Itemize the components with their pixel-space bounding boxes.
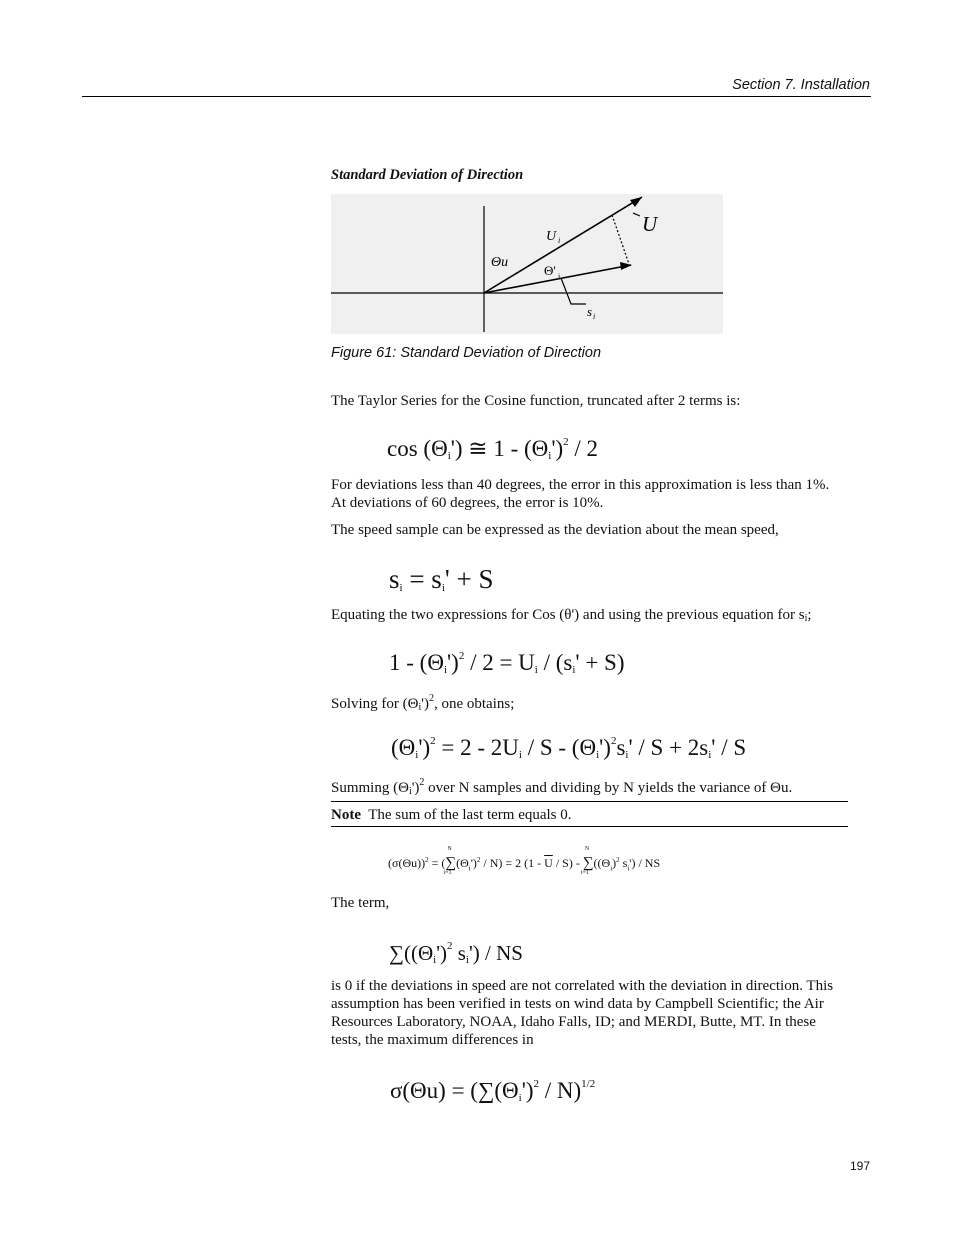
projection-dotted-line: [612, 215, 629, 264]
mean-vector-arrowhead: [630, 197, 642, 207]
si-leader-line: [561, 278, 586, 304]
equation-speed-deviation: $s_i = s_i' + S$: [389, 564, 494, 594]
equation-ratio: $1 - (\Theta_i')^2 / 2 = U_i / (s_i' + S)$: [389, 650, 625, 676]
paragraph-correlation: is 0 if the deviations in speed are not correlated with the deviation in direction. This assumption has been verified in tests on wind data by Campbell Scientific; the Air Resources Laboratory, NOAA, Idaho Falls, ID; and MERDI, Butte, MT. In these tests, the maximum differences in: [331, 978, 834, 1048]
paragraph-solving: Solving for $(\Theta i')^2$, one obtains;: [331, 693, 515, 713]
equation-std-dev: $\sigma(\Theta u) = (\sum(\Theta_i')^2 / N)^{1/2}$: [390, 1078, 596, 1104]
paragraph-summing: Summing $(\Theta i')^2$ over N samples and dividing by N yields the variance of Θu.: [331, 777, 793, 797]
label-si-sub: i: [593, 312, 596, 321]
u-label-tick: [633, 213, 640, 216]
label-si: s: [587, 304, 593, 319]
section-title: Standard Deviation of Direction: [331, 167, 524, 183]
equation-variance: $(\sigma(\Theta u))^2$ = (∑ N i=1 $(\Theta_i')^2 / N) = 2$ $(1 - \overline{U} / S)$ - ∑ N i=1 ($(\Theta_i)^2$ $s_i'$) / NS: [388, 846, 661, 876]
label-theta-i: Θ': [544, 263, 556, 278]
label-u: U: [642, 212, 658, 236]
paragraph-speed-sample: The speed sample can be expressed as the deviation about the mean speed,: [331, 522, 779, 538]
label-theta-i-sub: i: [558, 272, 561, 281]
note-top-rule: [331, 801, 848, 802]
label-ui-sub: i: [558, 236, 561, 245]
running-header: Section 7. Installation: [732, 77, 870, 93]
paragraph-the-term: The term,: [331, 895, 390, 911]
paragraph-error: For deviations less than 40 degrees, the error in this approximation is less than 1%. At deviations of 60 degrees, the error is 10%.: [331, 477, 830, 511]
note-text: The sum of the last term equals 0.: [368, 807, 572, 823]
label-ui: U: [546, 229, 557, 244]
label-theta-u: Θu: [491, 255, 509, 270]
note-label: Note: [331, 807, 361, 823]
header-rule: [82, 96, 871, 97]
equation-cosine-approx: $\cos (\Theta_i')$ ≅ $1 - (\Theta_i')^2 / 2$: [387, 436, 599, 462]
sample-vector-arrowhead: [620, 262, 632, 270]
figure-caption: Figure 61: Standard Deviation of Direction: [331, 345, 602, 361]
paragraph-equating: Equating the two expressions for Cos (θ') and using the previous equation for si;: [331, 607, 812, 624]
note-block: [331, 806, 841, 824]
equation-sum-term: $\sum((\Theta_i')^2$ $s_i'$) / NS: [389, 940, 523, 966]
equation-theta-squared: $(\Theta_i')^2 = 2 - 2U_i / S - (\Theta_i')^2s_i' / S + 2s_i' / S$: [391, 735, 747, 761]
paragraph-taylor: The Taylor Series for the Cosine function, truncated after 2 terms is:: [331, 393, 741, 409]
note-bottom-rule: [331, 826, 848, 827]
vector-diagram-svg: [331, 194, 723, 334]
direction-diagram: [331, 194, 723, 334]
page-number: 197: [849, 1159, 870, 1173]
